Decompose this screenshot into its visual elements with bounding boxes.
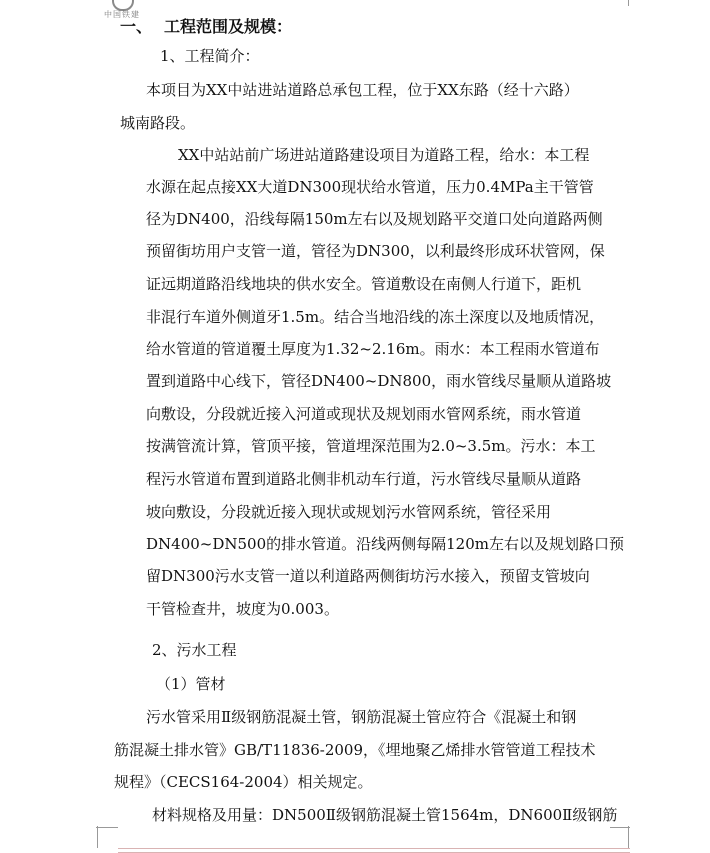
paragraph-line: 留DN300污水支管一道以利道路两侧街坊污水接入，预留支管坡向 <box>146 567 590 585</box>
paragraph-line: 材料规格及用量：DN500Ⅱ级钢筋混凝土管1564m，DN600Ⅱ级钢筋 <box>152 806 618 824</box>
page-corner-mark <box>96 827 118 828</box>
paragraph-line: 坡向敷设，分段就近接入现状或规划污水管网系统，管径采用 <box>146 503 552 521</box>
paragraph-line: DN400~DN500的排水管道。沿线两侧每隔120m左右以及规划路口预 <box>146 535 624 553</box>
page-corner-mark <box>628 826 629 848</box>
paragraph-line: 城南路段。 <box>120 114 196 132</box>
paragraph-line: 非混行车道外侧道牙1.5m。结合当地沿线的冻土深度以及地质情况， <box>146 308 605 326</box>
paragraph-line: 程污水管道布置到道路北侧非机动车行道，污水管线尽量顺从道路 <box>146 470 582 488</box>
paragraph-line: 预留街坊用户支管一道，管径为DN300，以利最终形成环状管网，保 <box>146 242 605 260</box>
paragraph-line: 规程》（CECS164-2004）相关规定。 <box>114 773 373 791</box>
paragraph-line: 本项目为XX中站进站道路总承包工程，位于XX东路（经十六路） <box>146 81 579 99</box>
page-corner-mark <box>610 827 630 828</box>
paragraph-line: 径为DN400，沿线每隔150m左右以及规划路平交道口处向道路两侧 <box>146 210 603 228</box>
section-number: 一、 <box>120 17 153 36</box>
paragraph-line: 向敷设，分段就近接入河道或现状及规划雨水管网系统，雨水管道 <box>146 405 582 423</box>
page-corner-mark <box>97 826 98 848</box>
paragraph-line: XX中站站前广场进站道路建设项目为道路工程，给水：本工程 <box>178 146 590 164</box>
logo-text: 中国铁建 <box>104 10 140 19</box>
paragraph-line: 证远期道路沿线地块的供水安全。管道敷设在南侧人行道下，距机 <box>146 275 582 293</box>
paragraph-line: 污水管采用Ⅱ级钢筋混凝土管，钢筋混凝土管应符合《混凝土和钢 <box>146 708 577 726</box>
paragraph-line: 置到道路中心线下，管径DN400~DN800，雨水管线尽量顺从道路坡 <box>146 372 612 390</box>
paragraph-line: 给水管道的管道覆土厚度为1.32~2.16m。雨水：本工程雨水管道布 <box>146 340 600 358</box>
paragraph-line: 水源在起点接XX大道DN300现状给水管道，压力0.4MPa主干管管 <box>146 178 594 196</box>
paragraph-line: 干管检查井，坡度为0.003。 <box>146 600 339 618</box>
section-heading <box>120 14 292 37</box>
subheading-sewage: 2、污水工程 <box>152 641 237 659</box>
subheading-pipe-material: （1）管材 <box>156 675 226 693</box>
paragraph-line: 按满管流计算，管顶平接，管道埋深范围为2.0~3.5m。污水：本工 <box>146 437 596 455</box>
subheading-overview: 1、工程简介： <box>160 47 260 65</box>
section-title: 工程范围及规模： <box>164 17 293 36</box>
page-corner-mark <box>628 0 629 6</box>
paragraph-line: 筋混凝土排水管》GB/T11836-2009，《埋地聚乙烯排水管管道工程技术 <box>114 741 596 759</box>
